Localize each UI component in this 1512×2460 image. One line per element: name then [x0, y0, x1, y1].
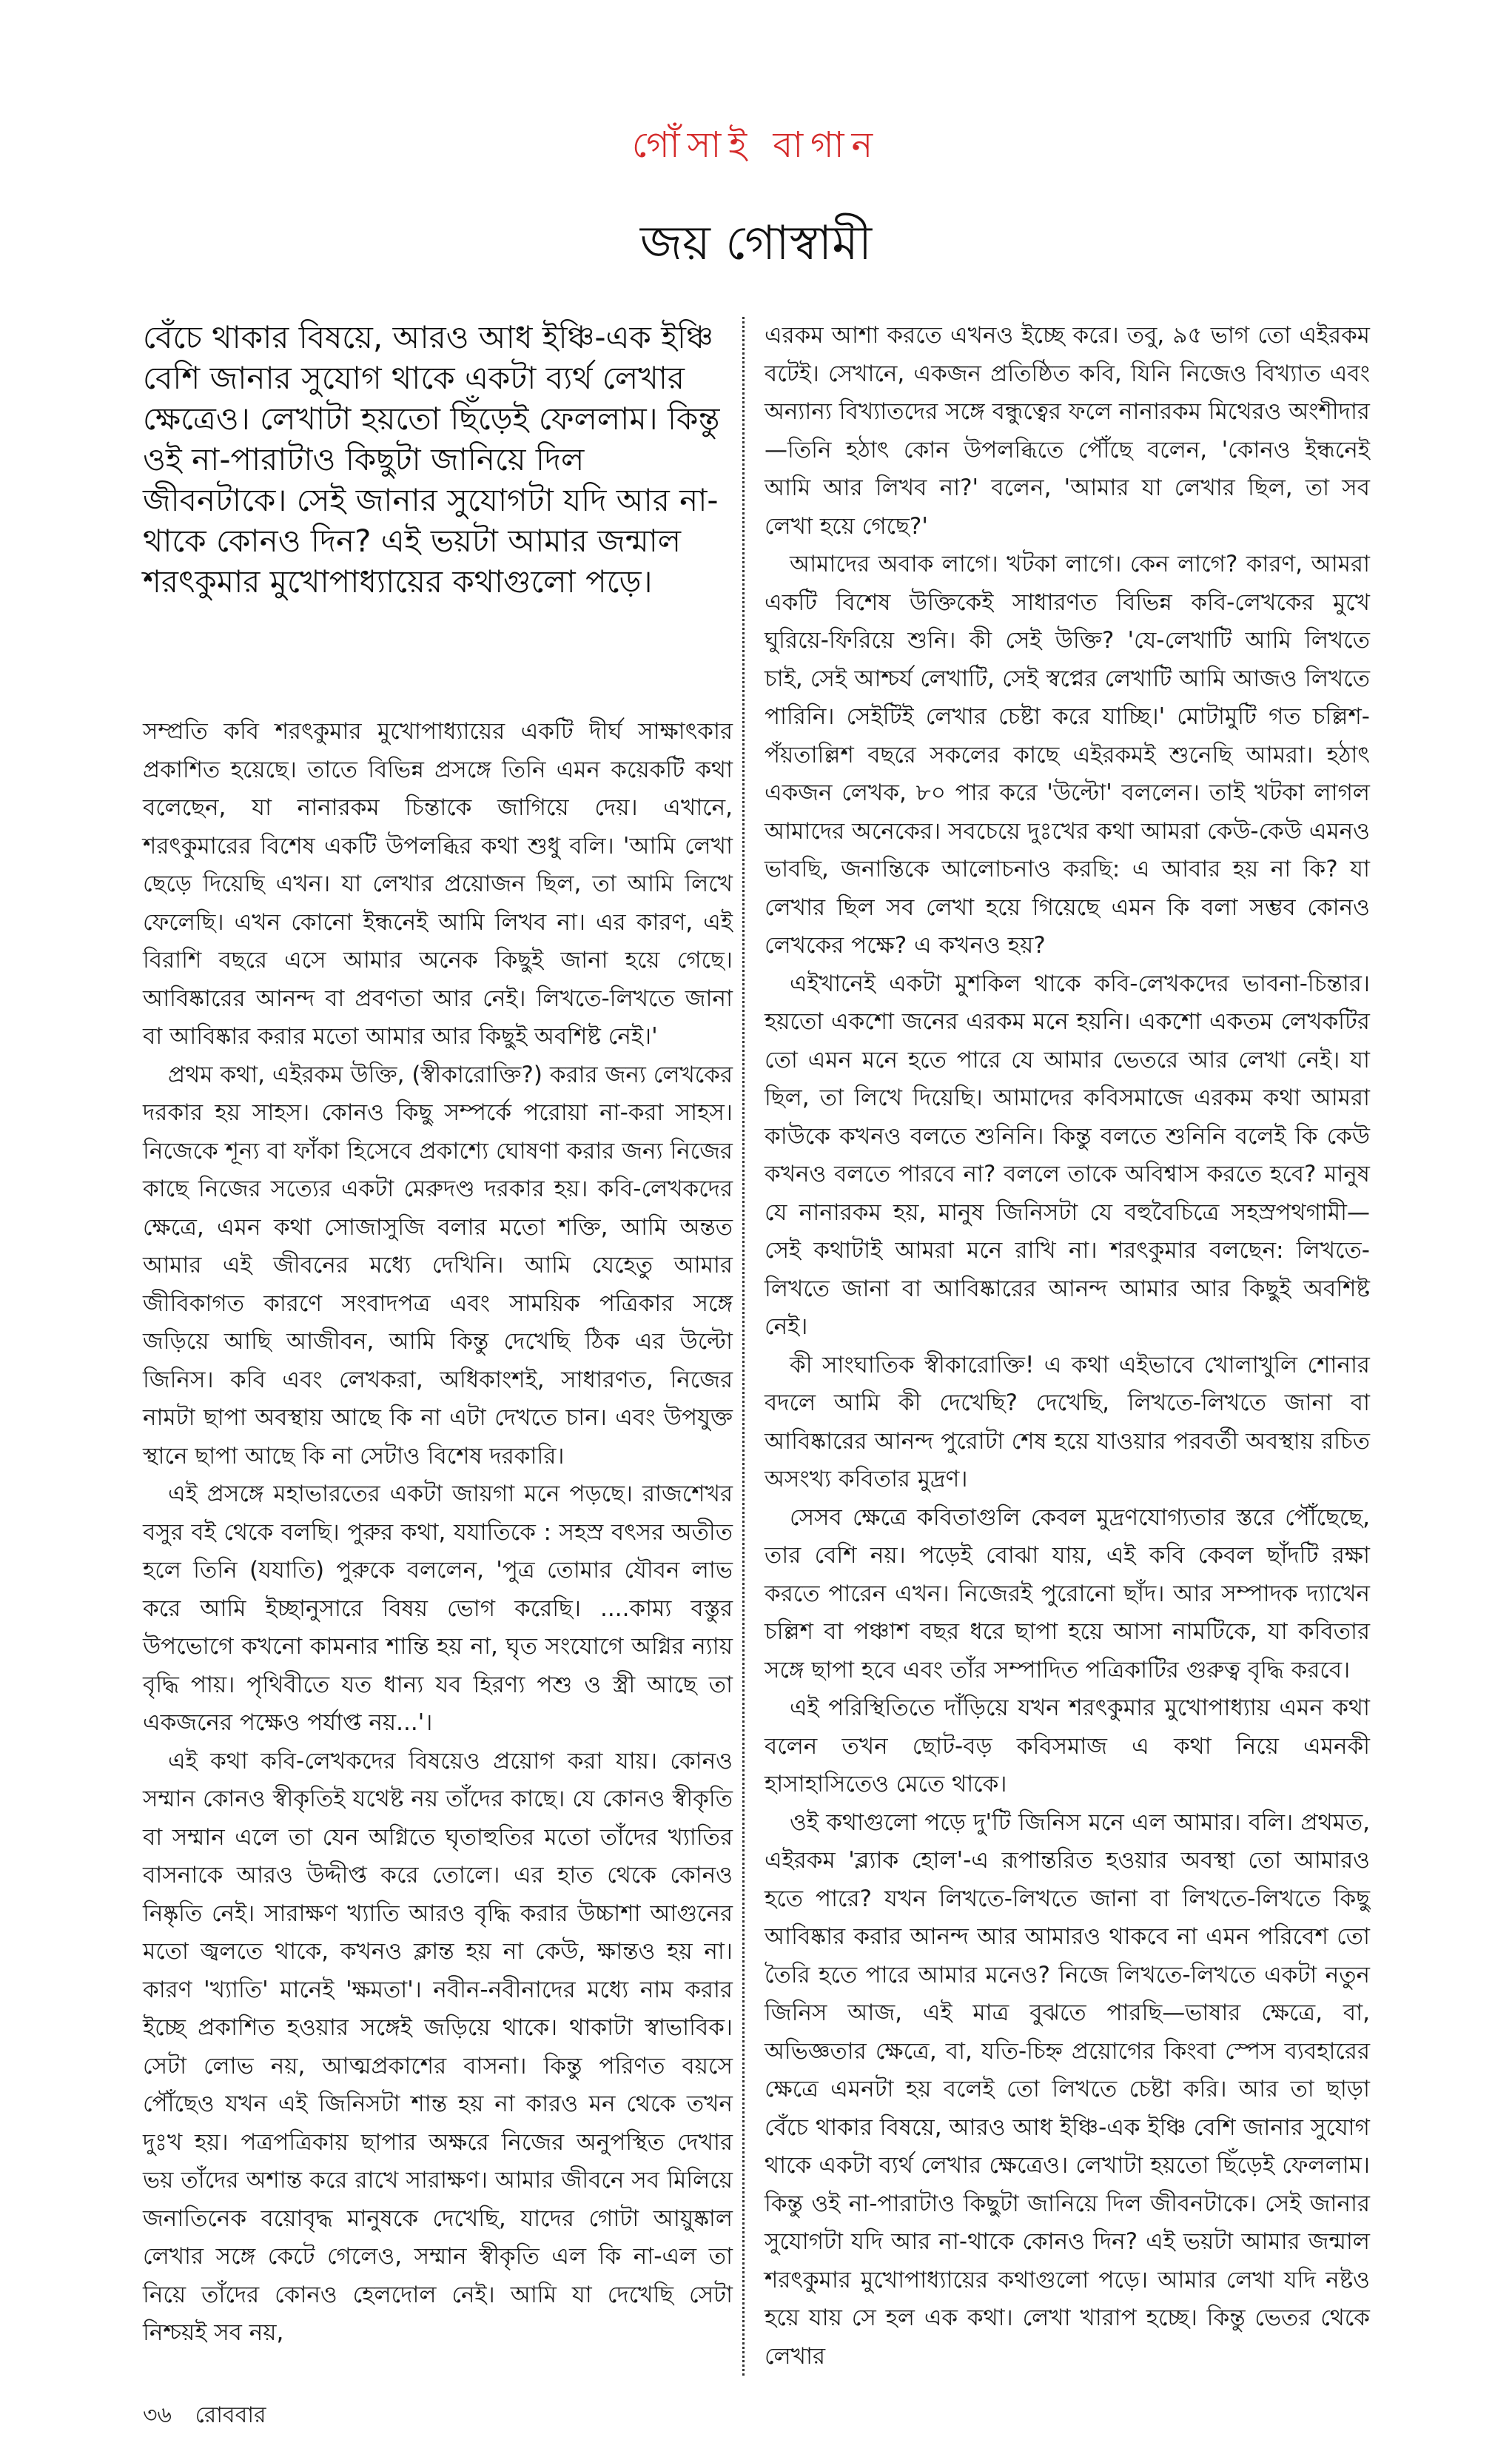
paragraph: সম্প্রতি কবি শরৎকুমার মুখোপাধ্যায়ের একটি দীর্ঘ সাক্ষাৎকার প্রকাশিত হয়েছে। তাতে বিভিন্ন প্রসঙ্গে তিনি এমন কয়েকটি কথা বলেছেন, যা নানারকম চিন্তাকে জাগিয়ে দেয়। এখানে, শরৎকুমারের বিশেষ একটি উপলব্ধির কথা শুধু বলি। 'আমি লেখা ছেড়ে দিয়েছি এখন। যা লেখার প্রয়োজন ছিল, তা আমি লিখে ফেলেছি। এখন কোনো ইন্ধনেই আমি লিখব না। এর কারণ, এই বিরাশি বছরে এসে আমার অনেক কিছুই জানা হয়ে গেছে। আবিষ্কারের আনন্দ বা প্রবণতা আর নেই। লিখতে-লিখতে জানা বা আবিষ্কার করার মতো আমার আর কিছুই অবশিষ্ট নেই।' — [143, 718, 733, 1050]
page-footer — [143, 2401, 1370, 2460]
paragraph: সেসব ক্ষেত্রে কবিতাগুলি কেবল মুদ্রণযোগ্যতার স্তরে পৌঁছেছে, তার বেশি নয়। পড়েই বোঝা যায়, এই কবি কেবল ছাঁদটি রক্ষা করতে পারেন এখন। নিজেরই পুরোনো ছাঁদ। আর সম্পাদক দ্যাখেন চল্লিশ বা পঞ্চাশ বছর ধরে ছাপা হয়ে আসা নামটিকে, যা কবিতার সঙ্গে ছাপা হবে এবং তাঁর সম্পাদিত পত্রিকাটির গুরুত্ব বৃদ্ধি করবে। — [765, 1504, 1370, 1683]
magazine-name: রোববার — [195, 2402, 266, 2428]
paragraph: এই পরিস্থিতিতে দাঁড়িয়ে যখন শরৎকুমার মুখোপাধ্যায় এমন কথা বলেন তখন ছোট-বড় কবিসমাজ এ কথা নিয়ে এমনকী হাসাহাসিতেও মেতে থাকে। — [765, 1695, 1370, 1797]
paragraph: প্রথম কথা, এইরকম উক্তি, (স্বীকারোক্তি?) করার জন্য লেখকের দরকার হয় সাহস। কোনও কিছু সম্পর্কে পরোয়া না-করা সাহস। নিজেকে শূন্য বা ফাঁকা হিসেবে প্রকাশ্যে ঘোষণা করার জন্য নিজের কাছে নিজের সত্যের একটা মেরুদণ্ড দরকার হয়। কবি-লেখকদের ক্ষেত্রে, এমন কথা সোজাসুজি বলার মতো শক্তি, আমি অন্তত আমার এই জীবনের মধ্যে দেখিনি। আমি যেহেতু আমার জীবিকাগত কারণে সংবাদপত্র এবং সাময়িক পত্রিকার সঙ্গে জড়িয়ে আছি আজীবন, আমি কিন্তু দেখেছি ঠিক এর উল্টো জিনিস। কবি এবং লেখকরা, অধিকাংশই, সাধারণত, নিজের নামটা ছাপা অবস্থায় আছে কি না এটা দেখতে চান। এবং উপযুক্ত স্থানে ছাপা আছে কি না সেটাও বিশেষ দরকারি। — [143, 1061, 733, 1469]
paragraph: এই প্রসঙ্গে মহাভারতের একটা জায়গা মনে পড়ছে। রাজশেখর বসুর বই থেকে বলছি। পুরুর কথা, যযাতিকে : সহস্র বৎসর অতীত হলে তিনি (যযাতি) পুরুকে বললেন, 'পুত্র তোমার যৌবন লাভ করে আমি ইচ্ছানুসারে বিষয় ভোগ করেছি। ....কাম্য বস্তুর উপভোগে কখনো কামনার শান্তি হয় না, ঘৃত সংযোগে অগ্নির ন্যায় বৃদ্ধি পায়। পৃথিবীতে যত ধান্য যব হিরণ্য পশু ও স্ত্রী আছে তা একজনের পক্ষেও পর্যাপ্ত নয়...'। — [143, 1481, 733, 1736]
left-body — [143, 713, 733, 2353]
left-column — [143, 317, 733, 2353]
paragraph: আমাদের অবাক লাগে। খটকা লাগে। কেন লাগে? কারণ, আমরা একটি বিশেষ উক্তিকেই সাধারণত বিভিন্ন কবি-লেখকের মুখে ঘুরিয়ে-ফিরিয়ে শুনি। কী সেই উক্তি? 'যে-লেখাটি আমি লিখতে চাই, সেই আশ্চর্য লেখাটি, সেই স্বপ্নের লেখাটি আমি আজও লিখতে পারিনি। সেইটিই লেখার চেষ্টা করে যাচ্ছি।' মোটামুটি গত চল্লিশ-পঁয়তাল্লিশ বছরে সকলের কাছে এইরকমই শুনেছি আমরা। হঠাৎ একজন লেখক, ৮০ পার করে 'উল্টো' বললেন। তাই খটকা লাগল আমাদের অনেকের। সবচেয়ে দুঃখের কথা আমরা কেউ-কেউ এমনও ভাবছি, জনান্তিকে আলোচনাও করছি: এ আবার হয় না কি? যা লেখার ছিল সব লেখা হয়ে গিয়েছে এমন কি বলা সম্ভব কোনও লেখকের পক্ষে? এ কখনও হয়? — [765, 551, 1370, 959]
author-name: জয় গোস্বামী — [639, 216, 873, 271]
paragraph: ওই কথাগুলো পড়ে দু'টি জিনিস মনে এল আমার। বলি। প্রথমত, এইরকম 'ব্ল্যাক হোল'-এ রূপান্তরিত হওয়ার অবস্থা তো আমারও হতে পারে? যখন লিখতে-লিখতে জানা বা লিখতে-লিখতে কিছু আবিষ্কার করার আনন্দ আর আমারও থাকবে না এমন পরিবেশ তো তৈরি হতে পারে আমার মনেও? নিজে লিখতে-লিখতে একটা নতুন জিনিস আজ, এই মাত্র বুঝতে পারছি—ভাষার ক্ষেত্রে, বা, অভিজ্ঞতার ক্ষেত্রে, বা, যতি-চিহ্ন প্রয়োগের কিংবা স্পেস ব্যবহারের ক্ষেত্রে এমনটা হয় বলেই তো লিখতে চেষ্টা করি। আর তা ছাড়া বেঁচে থাকার বিষয়ে, আরও আধ ইঞ্চি-এক ইঞ্চি বেশি জানার সুযোগ থাকে একটা ব্যর্থ লেখার ক্ষেত্রেও। লেখাটা হয়তো ছিঁড়েই ফেললাম। কিন্তু ওই না-পারাটাও কিছুটা জানিয়ে দিল জীবনটাকে। সেই জানার সুযোগটা যদি আর না-থাকে কোনও দিন? এই ভয়টা আমার জন্মাল শরৎকুমার মুখোপাধ্যায়ের কথাগুলো পড়ে। আমার লেখা যদি নষ্টও হয়ে যায় সে হল এক কথা। লেখা খারাপ হচ্ছে। কিন্তু ভেতর থেকে লেখার — [765, 1809, 1370, 2370]
paragraph: এই কথা কবি-লেখকদের বিষয়েও প্রয়োগ করা যায়। কোনও সম্মান কোনও স্বীকৃতিই যথেষ্ট নয় তাঁদের কাছে। যে কোনও স্বীকৃতি বা সম্মান এলে তা যেন অগ্নিতে ঘৃতাহুতির মতো তাঁদের খ্যাতির বাসনাকে আরও উদ্দীপ্ত করে তোলে। এর হাত থেকে কোনও নিষ্কৃতি নেই। সারাক্ষণ খ্যাতি আরও বৃদ্ধি করার উচ্চাশা আগুনের মতো জ্বলতে থাকে, কখনও ক্লান্ত হয় না কেউ, ক্ষান্তও হয় না। কারণ 'খ্যাতি' মানেই 'ক্ষমতা'। নবীন-নবীনাদের মধ্যে নাম করার ইচ্ছে প্রকাশিত হওয়ার সঙ্গেই জড়িয়ে থাকে। থাকাটা স্বাভাবিক। সেটা লোভ নয়, আত্মপ্রকাশের বাসনা। কিন্তু পরিণত বয়সে পৌঁছেও যখন এই জিনিসটা শান্ত হয় না কারও মন থেকে তখন দুঃখ হয়। পত্রপত্রিকায় ছাপার অক্ষরে নিজের অনুপস্থিত দেখার ভয় তাঁদের অশান্ত করে রাখে সারাক্ষণ। আমার জীবনে সব মিলিয়ে জনাতিনেক বয়োবৃদ্ধ মানুষকে দেখেছি, যাদের গোটা আয়ুষ্কাল লেখার সঙ্গে কেটে গেলেও, সম্মান স্বীকৃতি এল কি না-এল তা নিয়ে তাঁদের কোনও হেলদোল নেই। আমি যা দেখেছি সেটা নিশ্চয়ই সব নয়, — [143, 1747, 733, 2346]
article-columns — [143, 317, 1370, 2376]
pull-quote: বেঁচে থাকার বিষয়ে, আরও আধ ইঞ্চি-এক ইঞ্চি বেশি জানার সুযোগ থাকে একটা ব্যর্থ লেখার ক্ষেত্রেও। লেখাটা হয়তো ছিঁড়েই ফেললাম। কিন্তু ওই না-পারাটাও কিছুটা জানিয়ে দিল জীবনটাকে। সেই জানার সুযোগটা যদি আর না-থাকে কোনও দিন? এই ভয়টা আমার জন্মাল শরৎকুমার মুখোপাধ্যায়ের কথাগুলো পড়ে। — [143, 319, 720, 600]
right-column — [742, 317, 1370, 2376]
section-title: গোঁসাই বাগান — [631, 124, 881, 166]
paragraph: এইখানেই একটা মুশকিল থাকে কবি-লেখকদের ভাবনা-চিন্তার। হয়তো একশো জনের এরকম মনে হয়নি। একশো একতম লেখকটির তো এমন মনে হতে পারে যে আমার ভেতরে আর লেখা নেই। যা ছিল, তা লিখে দিয়েছি। আমাদের কবিসমাজে এরকম কথা আমরা কাউকে কখনও বলতে শুনিনি। কিন্তু বলতে শুনিনি বলেই কি কেউ কখনও বলতে পারবে না? বললে তাকে অবিশ্বাস করতে হবে? মানুষ যে নানারকম হয়, মানুষ জিনিসটা যে বহুবৈচিত্রে সহস্রপথগামী—সেই কথাটাই আমরা মনে রাখি না। শরৎকুমার বলছেন: লিখতে-লিখতে জানা বা আবিষ্কারের আনন্দ আমার আর কিছুই অবশিষ্ট নেই। — [765, 970, 1370, 1340]
paragraph: এরকম আশা করতে এখনও ইচ্ছে করে। তবু, ৯৫ ভাগ তো এইরকম বটেই। সেখানে, একজন প্রতিষ্ঠিত কবি, যিনি নিজেও বিখ্যাত এবং অন্যান্য বিখ্যাতদের সঙ্গে বন্ধুত্বের ফলে নানারকম মিথেরও অংশীদার—তিনি হঠাৎ কোন উপলব্ধিতে পৌঁছে বলেন, 'কোনও ইন্ধনেই আমি আর লিখব না?' বলেন, 'আমার যা লেখার ছিল, তা সব লেখা হয়ে গেছে?' — [765, 322, 1370, 540]
paragraph: কী সাংঘাতিক স্বীকারোক্তি! এ কথা এইভাবে খোলাখুলি শোনার বদলে আমি কী দেখেছি? দেখেছি, লিখতে-লিখতে জানা বা আবিষ্কারের আনন্দ পুরোটা শেষ হয়ে যাওয়ার পরবর্তী অবস্থায় রচিত অসংখ্য কবিতার মুদ্রণ। — [765, 1351, 1370, 1492]
page-number: ৩৬ — [143, 2402, 172, 2428]
